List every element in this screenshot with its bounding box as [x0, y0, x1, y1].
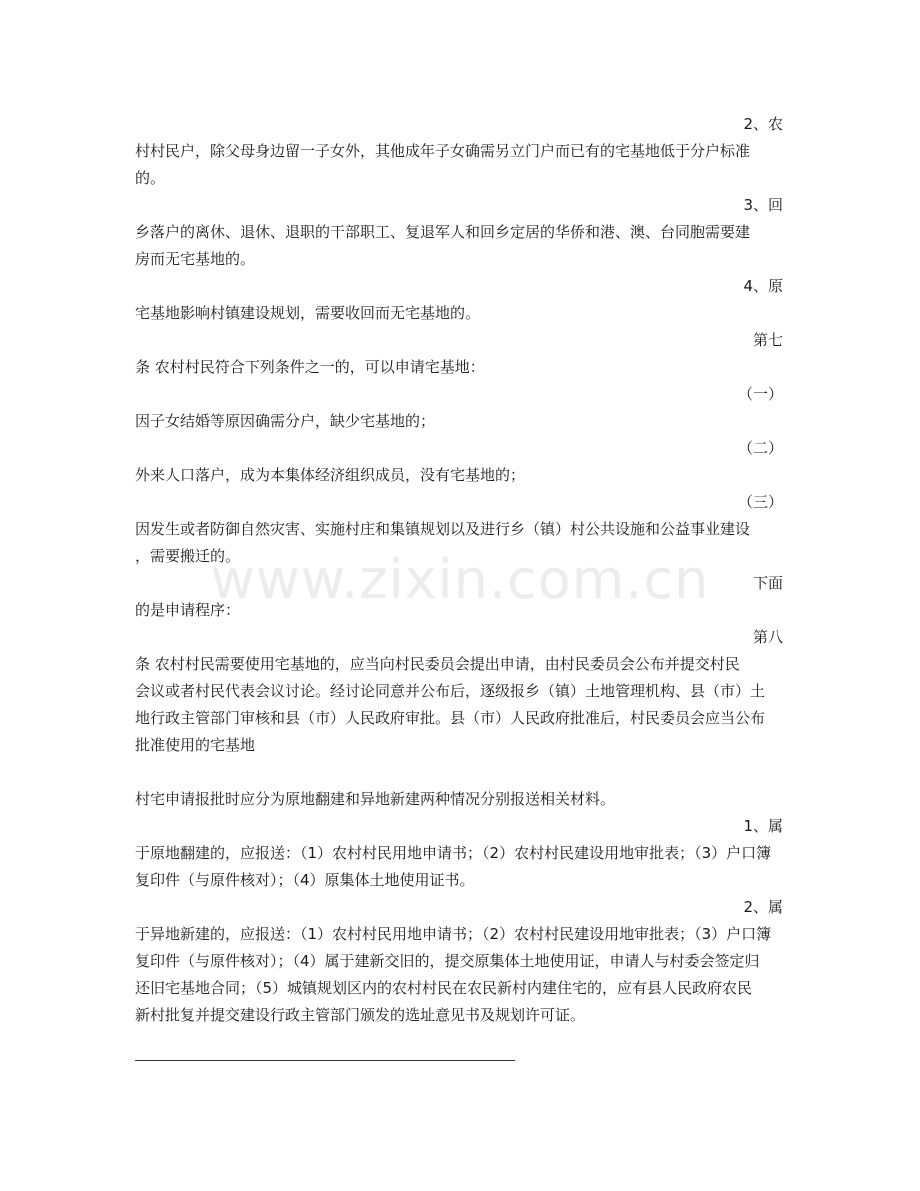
text-line: 条 农村村民符合下列条件之一的，可以申请宅基地：: [135, 358, 485, 376]
text-line: 因发生或者防御自然灾害、实施村庄和集镇规划以及进行乡（镇）村公共设施和公益事业建设: [135, 520, 751, 538]
text-line: 2、农: [743, 115, 783, 133]
text-line: 于原地翻建的，应报送：（1）农村村民用地申请书；（2）农村村民建设用地审批表；（3）户口簿: [135, 844, 772, 862]
text-line: 村宅申请报批时应分为原地翻建和异地新建两种情况分别报送相关材料。: [135, 790, 616, 808]
text-line: （三）: [737, 493, 783, 511]
blank-line: [135, 759, 783, 786]
text-line: 的是申请程序：: [135, 601, 241, 619]
text-line: 4、原: [743, 277, 783, 295]
text-line: 第八: [752, 628, 783, 646]
text-line: 复印件（与原件核对）；（4）属于建新交旧的，提交原集体土地使用证，申请人与村委会签定归: [135, 952, 760, 970]
text-line: 因子女结婚等原因确需分户，缺少宅基地的；: [135, 412, 436, 430]
text-line: 1、属: [743, 817, 783, 835]
text-line: 会议或者村民代表会议讨论。经讨论同意并公布后，逐级报乡（镇）土地管理机构、县（市）土: [135, 682, 766, 700]
text-line: （一）: [737, 385, 783, 403]
text-line: 批准使用的宅基地: [135, 736, 256, 754]
text-line: 复印件（与原件核对）；（4）原集体土地使用证书。: [135, 871, 475, 889]
footnote-separator: [135, 1060, 515, 1061]
text-line: 下面: [752, 574, 783, 592]
text-line: ，需要搬迁的。: [135, 547, 241, 565]
text-line: 外来人口落户，成为本集体经济组织成员，没有宅基地的；: [135, 466, 526, 484]
text-line: 还旧宅基地合同；（5）城镇规划区内的农村村民在农民新村内建住宅的，应有县人民政府农民: [135, 979, 753, 997]
text-line: 2、属: [743, 898, 783, 916]
text-line: 乡落户的离休、退休、退职的干部职工、复退军人和回乡定居的华侨和港、澳、台同胞需要建: [135, 223, 751, 241]
text-line: 宅基地影响村镇建设规划，需要收回而无宅基地的。: [135, 304, 481, 322]
text-line: 于异地新建的，应报送：（1）农村村民用地申请书；（2）农村村民建设用地审批表；（3）户口簿: [135, 925, 772, 943]
text-line: 3、回: [743, 196, 783, 214]
text-line: 第七: [752, 331, 783, 349]
document-body: [135, 111, 783, 1029]
watermark: www.zixin.com.cn: [210, 548, 710, 611]
text-line: 村村民户，除父母身边留一子女外，其他成年子女确需另立门户而已有的宅基地低于分户标准: [135, 142, 751, 160]
text-line: 条 农村村民需要使用宅基地的，应当向村民委员会提出申请，由村民委员会公布并提交村民: [135, 655, 740, 673]
text-line: （二）: [737, 439, 783, 457]
text-line: 新村批复并提交建设行政主管部门颁发的选址意见书及规划许可证。: [135, 1006, 586, 1024]
text-line: 房而无宅基地的。: [135, 250, 256, 268]
text-line: 的。: [135, 169, 166, 187]
text-line: 地行政主管部门审核和县（市）人民政府审批。县（市）人民政府批准后，村民委员会应当公布: [135, 709, 766, 727]
